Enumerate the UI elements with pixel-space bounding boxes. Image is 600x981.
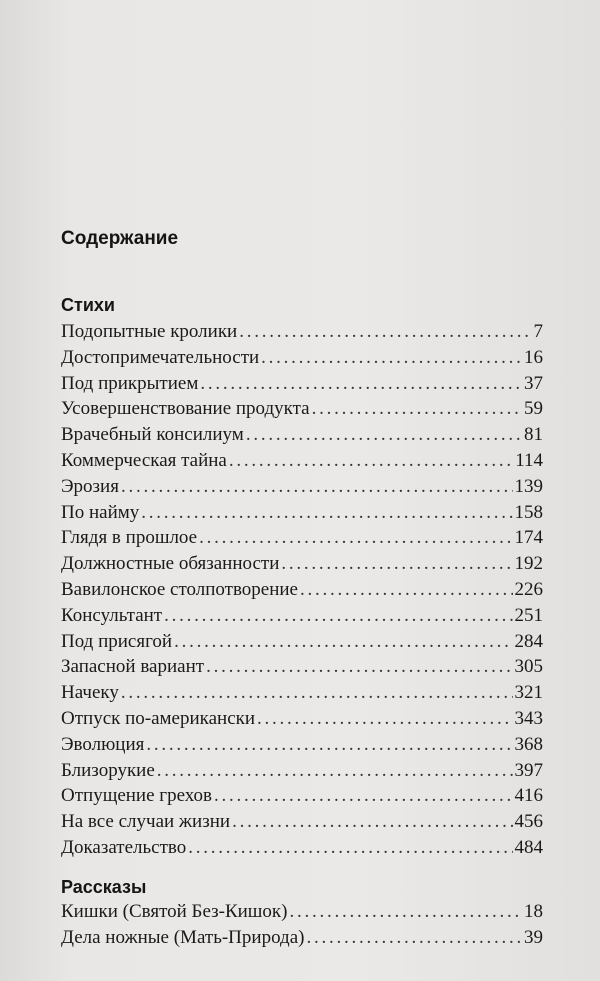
leader-dots bbox=[281, 551, 512, 577]
leader-dots bbox=[121, 474, 513, 500]
toc-page-number: 368 bbox=[514, 733, 543, 755]
toc-page-number: 226 bbox=[514, 578, 543, 600]
toc-entry-title: Запасной вариант bbox=[61, 656, 205, 678]
toc-page-number: 456 bbox=[514, 811, 543, 833]
toc-page-number: 16 bbox=[524, 346, 543, 368]
toc-entry[interactable] bbox=[61, 629, 543, 655]
leader-dots bbox=[246, 422, 522, 448]
toc-entry[interactable] bbox=[61, 422, 543, 448]
toc-entry[interactable] bbox=[61, 525, 543, 551]
toc-page-number: 192 bbox=[514, 553, 543, 575]
leader-dots bbox=[199, 525, 512, 551]
toc-page-number: 139 bbox=[514, 475, 543, 497]
toc-entry[interactable] bbox=[61, 706, 543, 732]
toc-page-number: 7 bbox=[533, 321, 543, 342]
toc-entry[interactable] bbox=[61, 448, 543, 474]
toc-entry[interactable] bbox=[61, 899, 543, 925]
leader-dots bbox=[229, 448, 513, 474]
toc-entry-title: Доказательство bbox=[61, 836, 187, 858]
toc-entry[interactable] bbox=[61, 371, 543, 397]
toc-page-number: 39 bbox=[524, 926, 543, 948]
leader-dots bbox=[157, 758, 513, 784]
leader-dots bbox=[141, 500, 512, 526]
toc-entry[interactable] bbox=[61, 577, 543, 603]
leader-dots bbox=[188, 835, 512, 861]
toc-entry-title: Кишки (Святой Без-Кишок) bbox=[61, 901, 288, 922]
toc-entry[interactable] bbox=[61, 396, 543, 422]
toc-entry-title: Подопытные кролики bbox=[61, 321, 238, 342]
toc-page-number: 18 bbox=[524, 901, 543, 922]
toc-entry-title: Эволюция bbox=[61, 733, 145, 755]
toc-entry-title: Дела ножные (Мать-Природа) bbox=[61, 926, 305, 948]
leader-dots bbox=[257, 706, 512, 732]
toc-entry-title: Отпущение грехов bbox=[61, 785, 212, 807]
toc-entry[interactable] bbox=[61, 758, 543, 784]
leader-dots bbox=[174, 629, 512, 655]
toc-entry-title: Под прикрытием bbox=[61, 372, 199, 394]
toc-title: Содержание bbox=[61, 228, 179, 249]
toc-entry-title: Усовершенствование продукта bbox=[61, 398, 310, 420]
section-heading-poems: Стихи bbox=[61, 295, 115, 315]
toc-entry-title: Должностные обязанности bbox=[61, 553, 280, 575]
toc-page-number: 305 bbox=[514, 656, 543, 678]
leader-dots bbox=[290, 899, 523, 925]
toc-entry[interactable] bbox=[61, 345, 543, 371]
toc-entry-title: Глядя в прошлое bbox=[61, 527, 198, 549]
toc-entry[interactable] bbox=[61, 783, 543, 809]
toc-page-number: 59 bbox=[524, 398, 543, 420]
toc-list-stories bbox=[61, 899, 543, 951]
toc-entry-title: Эрозия bbox=[61, 475, 119, 497]
toc-entry[interactable] bbox=[61, 500, 543, 526]
toc-entry[interactable] bbox=[61, 925, 543, 951]
toc-page-number: 158 bbox=[514, 501, 543, 523]
toc-entry-title: Врачебный консилиум bbox=[61, 424, 244, 446]
leader-dots bbox=[200, 371, 522, 397]
leader-dots bbox=[121, 680, 513, 706]
leader-dots bbox=[206, 654, 512, 680]
leader-dots bbox=[232, 809, 512, 835]
leader-dots bbox=[306, 925, 522, 951]
leader-dots bbox=[261, 345, 522, 371]
toc-page-number: 484 bbox=[514, 836, 543, 858]
leader-dots bbox=[239, 319, 531, 345]
toc-entry-title: Под присягой bbox=[61, 630, 173, 652]
toc-page-number: 81 bbox=[524, 424, 543, 446]
toc-entry-title: По найму bbox=[61, 501, 140, 523]
toc-page-number: 284 bbox=[514, 630, 543, 652]
toc-page-number: 321 bbox=[514, 682, 543, 704]
leader-dots bbox=[164, 603, 512, 629]
toc-entry[interactable] bbox=[61, 835, 543, 861]
section-heading-stories: Рассказы bbox=[61, 877, 147, 897]
toc-list-poems bbox=[61, 319, 543, 861]
toc-page-number: 37 bbox=[524, 372, 543, 394]
toc-page-number: 416 bbox=[514, 785, 543, 807]
toc-entry[interactable] bbox=[61, 474, 543, 500]
toc-entry-title: Близорукие bbox=[61, 759, 155, 781]
toc-page-number: 174 bbox=[514, 527, 543, 549]
toc-entry-title: На все случаи жизни bbox=[61, 811, 231, 833]
toc-entry[interactable] bbox=[61, 319, 543, 345]
toc-page-number: 114 bbox=[515, 449, 543, 471]
toc-entry-title: Начеку bbox=[61, 682, 119, 704]
toc-entry-title: Консультант bbox=[61, 604, 163, 626]
toc-entry-title: Коммерческая тайна bbox=[61, 449, 227, 471]
leader-dots bbox=[312, 396, 522, 422]
leader-dots bbox=[146, 732, 512, 758]
toc-entry[interactable] bbox=[61, 654, 543, 680]
toc-entry[interactable] bbox=[61, 603, 543, 629]
toc-entry[interactable] bbox=[61, 809, 543, 835]
toc-entry[interactable] bbox=[61, 732, 543, 758]
toc-entry-title: Отпуск по-американски bbox=[61, 707, 256, 729]
toc-entry-title: Вавилонское столпотворение bbox=[61, 578, 298, 600]
toc-page-number: 343 bbox=[514, 707, 543, 729]
toc-entry[interactable] bbox=[61, 551, 543, 577]
leader-dots bbox=[300, 577, 513, 603]
toc-page-number: 397 bbox=[514, 759, 543, 781]
toc-page-number: 251 bbox=[514, 604, 543, 626]
toc-entry[interactable] bbox=[61, 680, 543, 706]
toc-entry-title: Достопримечательности bbox=[61, 346, 260, 368]
leader-dots bbox=[214, 783, 513, 809]
